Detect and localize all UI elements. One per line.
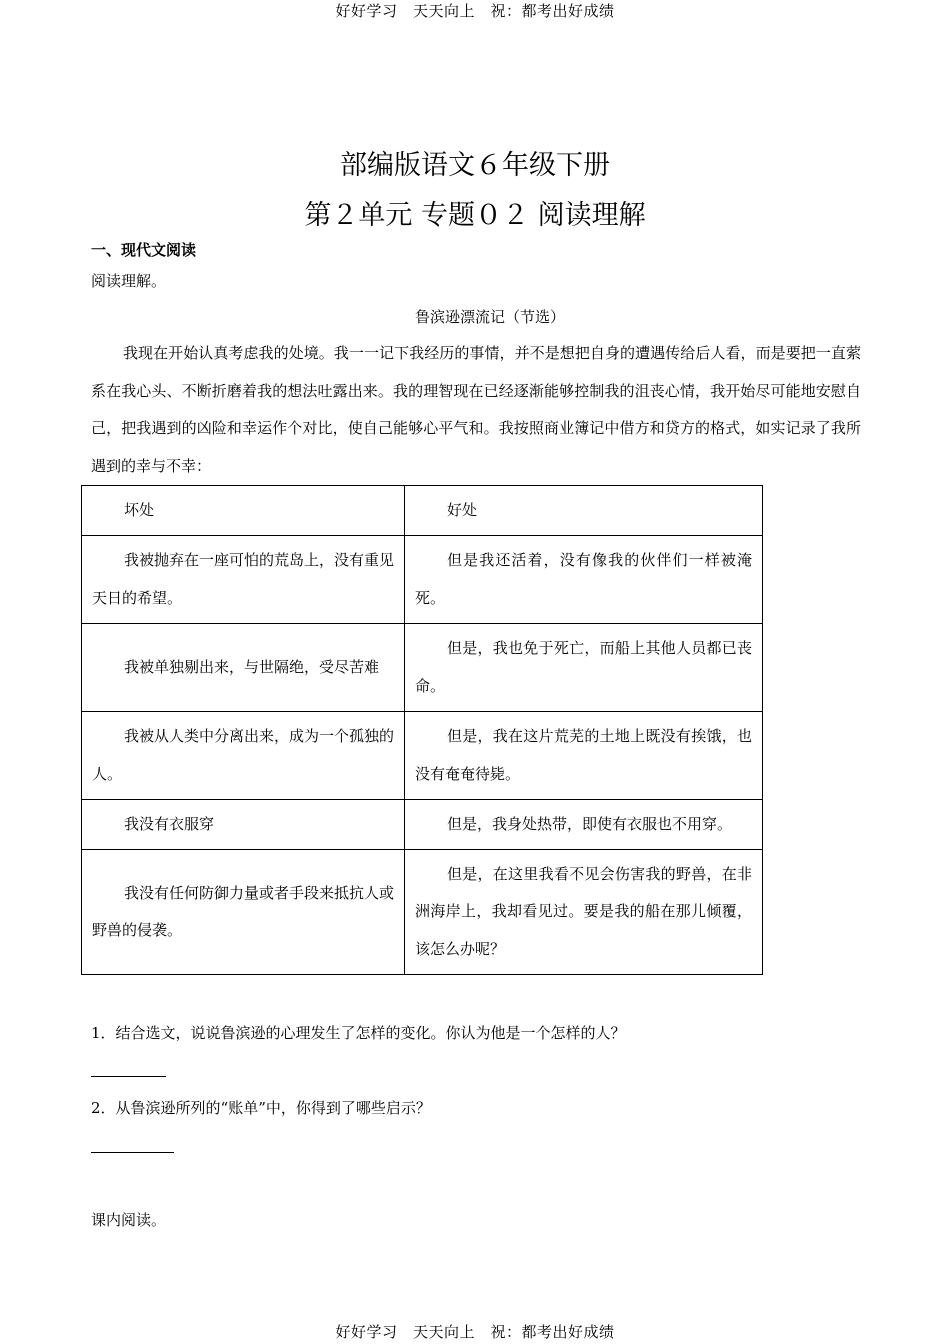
ledger-good-cell: 但是，在这里我看不见会伤害我的野兽，在非洲海岸上，我却看见过。要是我的船在那儿倾覆，该怎么办呢？ [405,850,763,975]
section-heading: 一、现代文阅读 [91,241,197,259]
answer-blank-1[interactable] [91,1076,166,1077]
page-footer: 好好学习 天天向上 祝：都考出好成绩 [335,1323,615,1341]
section-instruction: 阅读理解。 [91,272,167,290]
page-title-line1: 部编版语文６年级下册 [340,150,610,181]
question-1: 1．结合选文，说说鲁滨逊的心理发生了怎样的变化。你认为他是一个怎样的人？ [91,1024,626,1042]
table-row [82,536,763,624]
ledger-bad-cell: 我被抛弃在一座可怕的荒岛上，没有重见天日的希望。 [82,536,405,624]
ledger-header-bad: 坏处 [82,486,405,536]
ledger-bad-cell: 我被从人类中分离出来，成为一个孤独的人。 [82,712,405,800]
ledger-bad-cell: 我被单独剔出来，与世隔绝，受尽苦难 [82,624,405,712]
ledger-table [81,485,763,975]
ledger-good-cell: 但是，我身处热带，即使有衣服也不用穿。 [405,800,763,850]
ledger-bad-cell: 我没有任何防御力量或者手段来抵抗人或野兽的侵袭。 [82,850,405,975]
next-section-instruction: 课内阅读。 [91,1211,167,1229]
ledger-good-cell: 但是，我在这片荒芜的土地上既没有挨饿，也没有奄奄待毙。 [405,712,763,800]
passage-body: 我现在开始认真考虑我的处境。我一一记下我经历的事情，并不是想把自身的遭遇传给后人看，而是要把一直萦系在我心头、不断折磨着我的想法吐露出来。我的理智现在已经逐渐能够控制我的沮丧心情，我开始尽可能地安慰自己，把我遇到的凶险和幸运作个对比，使自己能够心平气和。我按照商业簿记中借方和贷方的格式，如实记录了我所遇到的幸与不幸： [91,344,861,475]
ledger-bad-cell: 我没有衣服穿 [82,800,405,850]
ledger-good-cell: 但是，我也免于死亡，而船上其他人员都已丧命。 [405,624,763,712]
ledger-header-good: 好处 [405,486,763,536]
table-row [82,800,763,850]
page-header: 好好学习 天天向上 祝：都考出好成绩 [335,2,615,20]
answer-blank-2[interactable] [91,1152,174,1153]
page-title-line2: 第２单元 专题０２ 阅读理解 [304,200,646,231]
table-row [82,624,763,712]
table-row [82,712,763,800]
passage-title: 鲁滨逊漂流记（节选） [414,308,565,326]
ledger-good-cell: 但是我还活着，没有像我的伙伴们一样被淹死。 [405,536,763,624]
ledger-header-row [82,486,763,536]
question-2: 2．从鲁滨逊所列的“账单”中，你得到了哪些启示？ [91,1099,431,1117]
table-row [82,850,763,975]
